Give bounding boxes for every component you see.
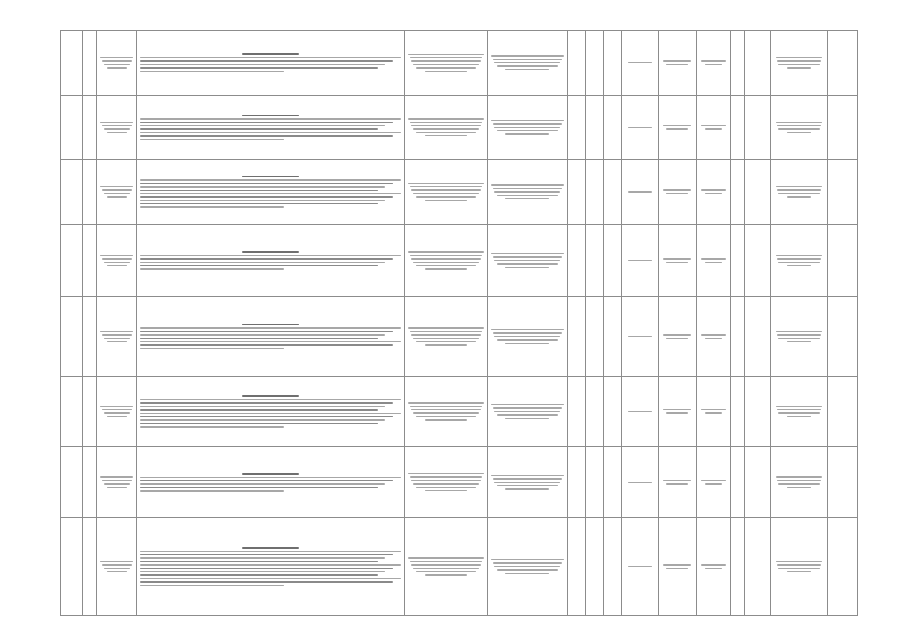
table-row — [61, 160, 858, 225]
owner-cell — [405, 31, 488, 96]
row-number-cell — [83, 95, 97, 160]
object-name-cell — [97, 160, 137, 225]
value2-cell — [604, 95, 622, 160]
value2-cell — [604, 224, 622, 297]
zone-cell — [731, 297, 745, 376]
category-cell — [696, 31, 730, 96]
table-row — [61, 31, 858, 96]
date-cell — [745, 376, 771, 447]
area-cell — [568, 297, 586, 376]
row-index-cell — [61, 447, 83, 518]
row-index-cell — [61, 297, 83, 376]
area-cell — [568, 31, 586, 96]
value1-cell — [586, 160, 604, 225]
status-cell — [658, 95, 696, 160]
address-cell — [487, 297, 568, 376]
value2-cell — [604, 376, 622, 447]
value2-cell — [604, 160, 622, 225]
description-cell — [137, 95, 405, 160]
owner-cell — [405, 376, 488, 447]
description-cell — [137, 518, 405, 616]
object-name-cell — [97, 95, 137, 160]
note-cell — [827, 224, 857, 297]
description-cell — [137, 297, 405, 376]
purpose-cell — [622, 518, 658, 616]
value1-cell — [586, 518, 604, 616]
basis-cell — [771, 31, 827, 96]
table-row — [61, 376, 858, 447]
value2-cell — [604, 297, 622, 376]
owner-cell — [405, 518, 488, 616]
category-cell — [696, 376, 730, 447]
area-cell — [568, 376, 586, 447]
status-cell — [658, 297, 696, 376]
row-number-cell — [83, 224, 97, 297]
category-cell — [696, 447, 730, 518]
description-cell — [137, 447, 405, 518]
basis-cell — [771, 518, 827, 616]
owner-cell — [405, 95, 488, 160]
row-number-cell — [83, 297, 97, 376]
zone-cell — [731, 376, 745, 447]
value1-cell — [586, 376, 604, 447]
zone-cell — [731, 95, 745, 160]
object-name-cell — [97, 518, 137, 616]
table-row — [61, 224, 858, 297]
object-name-cell — [97, 376, 137, 447]
date-cell — [745, 297, 771, 376]
address-cell — [487, 376, 568, 447]
purpose-cell — [622, 160, 658, 225]
zone-cell — [731, 31, 745, 96]
status-cell — [658, 160, 696, 225]
value2-cell — [604, 447, 622, 518]
row-number-cell — [83, 31, 97, 96]
object-name-cell — [97, 447, 137, 518]
row-number-cell — [83, 376, 97, 447]
note-cell — [827, 518, 857, 616]
address-cell — [487, 447, 568, 518]
zone-cell — [731, 447, 745, 518]
status-cell — [658, 224, 696, 297]
value1-cell — [586, 224, 604, 297]
value1-cell — [586, 297, 604, 376]
basis-cell — [771, 447, 827, 518]
status-cell — [658, 518, 696, 616]
row-index-cell — [61, 160, 83, 225]
registry-table — [60, 30, 858, 616]
address-cell — [487, 518, 568, 616]
date-cell — [745, 518, 771, 616]
category-cell — [696, 297, 730, 376]
basis-cell — [771, 95, 827, 160]
object-name-cell — [97, 297, 137, 376]
owner-cell — [405, 297, 488, 376]
address-cell — [487, 160, 568, 225]
description-cell — [137, 160, 405, 225]
purpose-cell — [622, 447, 658, 518]
value1-cell — [586, 447, 604, 518]
area-cell — [568, 447, 586, 518]
row-index-cell — [61, 95, 83, 160]
zone-cell — [731, 160, 745, 225]
table-row — [61, 297, 858, 376]
row-index-cell — [61, 224, 83, 297]
date-cell — [745, 160, 771, 225]
object-name-cell — [97, 224, 137, 297]
area-cell — [568, 224, 586, 297]
status-cell — [658, 31, 696, 96]
area-cell — [568, 160, 586, 225]
value2-cell — [604, 518, 622, 616]
description-cell — [137, 31, 405, 96]
row-index-cell — [61, 376, 83, 447]
status-cell — [658, 447, 696, 518]
note-cell — [827, 297, 857, 376]
value2-cell — [604, 31, 622, 96]
basis-cell — [771, 224, 827, 297]
row-number-cell — [83, 160, 97, 225]
status-cell — [658, 376, 696, 447]
address-cell — [487, 31, 568, 96]
address-cell — [487, 224, 568, 297]
category-cell — [696, 224, 730, 297]
row-index-cell — [61, 31, 83, 96]
description-cell — [137, 376, 405, 447]
purpose-cell — [622, 297, 658, 376]
date-cell — [745, 95, 771, 160]
description-cell — [137, 224, 405, 297]
address-cell — [487, 95, 568, 160]
value1-cell — [586, 31, 604, 96]
area-cell — [568, 95, 586, 160]
zone-cell — [731, 224, 745, 297]
purpose-cell — [622, 224, 658, 297]
table-row — [61, 95, 858, 160]
object-name-cell — [97, 31, 137, 96]
basis-cell — [771, 376, 827, 447]
purpose-cell — [622, 376, 658, 447]
basis-cell — [771, 160, 827, 225]
row-number-cell — [83, 447, 97, 518]
category-cell — [696, 518, 730, 616]
basis-cell — [771, 297, 827, 376]
date-cell — [745, 31, 771, 96]
row-number-cell — [83, 518, 97, 616]
date-cell — [745, 447, 771, 518]
purpose-cell — [622, 95, 658, 160]
owner-cell — [405, 160, 488, 225]
purpose-cell — [622, 31, 658, 96]
row-index-cell — [61, 518, 83, 616]
note-cell — [827, 376, 857, 447]
date-cell — [745, 224, 771, 297]
value1-cell — [586, 95, 604, 160]
owner-cell — [405, 224, 488, 297]
table-row — [61, 447, 858, 518]
note-cell — [827, 160, 857, 225]
category-cell — [696, 160, 730, 225]
area-cell — [568, 518, 586, 616]
zone-cell — [731, 518, 745, 616]
note-cell — [827, 95, 857, 160]
owner-cell — [405, 447, 488, 518]
note-cell — [827, 31, 857, 96]
table-row — [61, 518, 858, 616]
category-cell — [696, 95, 730, 160]
note-cell — [827, 447, 857, 518]
